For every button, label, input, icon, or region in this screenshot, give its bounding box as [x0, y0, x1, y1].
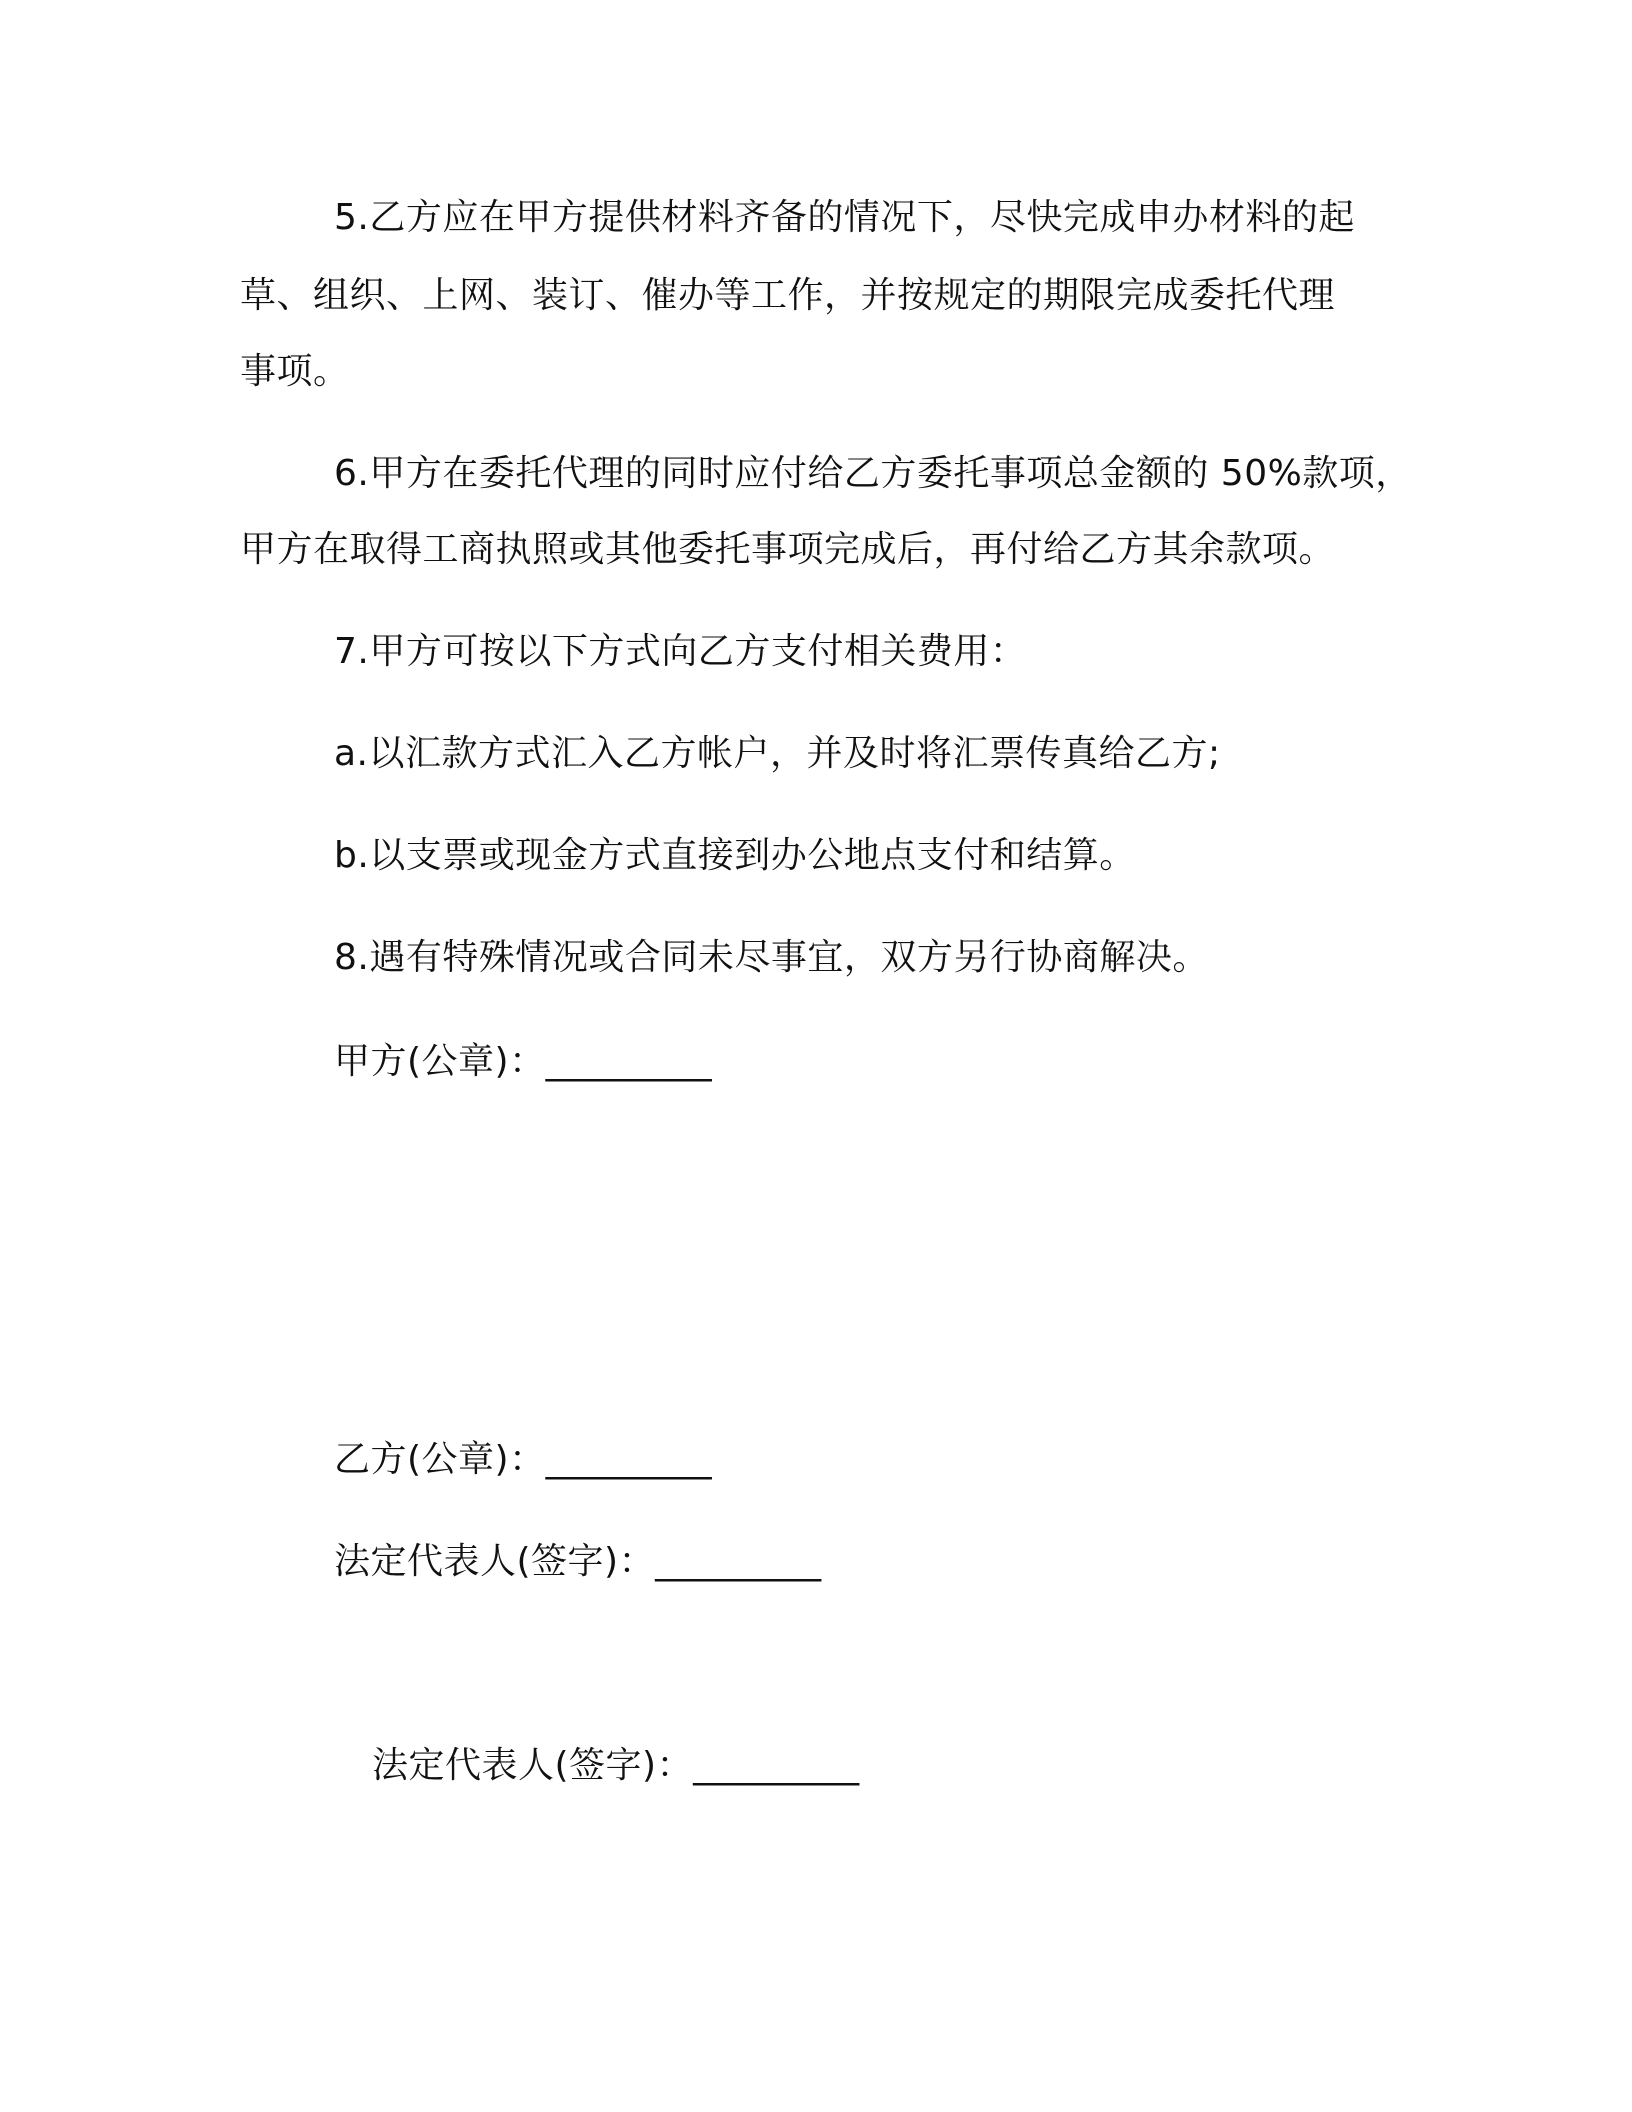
legal-representative-signature-line-2: 法定代表人(签字)：_________ — [372, 1745, 860, 1786]
legal-representative-signature-line-1: 法定代表人(签字)：_________ — [334, 1541, 822, 1582]
clause-8-line-1: 8.遇有特殊情况或合同未尽事宜，双方另行协商解决。 — [334, 937, 1209, 978]
party-b-seal-line: 乙方(公章)：_________ — [334, 1439, 713, 1480]
clause-7-option-a: a.以汇款方式汇入乙方帐户，并及时将汇票传真给乙方; — [334, 733, 1221, 774]
party-a-seal-line: 甲方(公章)：_________ — [334, 1041, 713, 1082]
clause-5-line-1: 5.乙方应在甲方提供材料齐备的情况下，尽快完成申办材料的起 — [334, 197, 1355, 238]
clause-6-line-2: 甲方在取得工商执照或其他委托事项完成后，再付给乙方其余款项。 — [240, 529, 1336, 570]
clause-5-line-2: 草、组织、上网、装订、催办等工作，并按规定的期限完成委托代理 — [240, 275, 1336, 316]
clause-7-option-b: b.以支票或现金方式直接到办公地点支付和结算。 — [334, 835, 1136, 876]
clause-6-line-1: 6.甲方在委托代理的同时应付给乙方委托事项总金额的 50%款项， — [334, 453, 1412, 494]
clause-5-line-3: 事项。 — [240, 351, 350, 392]
clause-7-line-1: 7.甲方可按以下方式向乙方支付相关费用： — [334, 631, 1027, 672]
